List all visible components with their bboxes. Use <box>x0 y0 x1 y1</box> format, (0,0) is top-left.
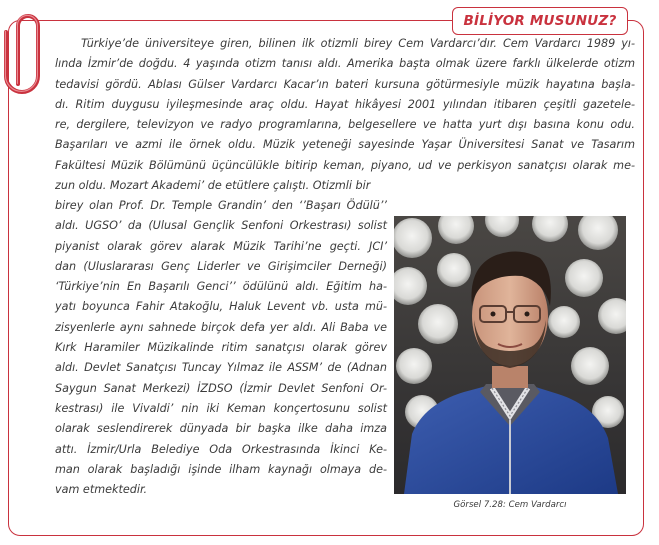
text-line: piyanist olarak görev alarak Müzik Tarihi’ne geçti. JCI’ <box>55 239 387 253</box>
text-line: re, dergilere, televizyon ve radyo programlarına, belgesellere ve hatta yurt dışı basına konu odu. <box>55 118 635 132</box>
text-line: zisyenlerle aynı sahnede birçok defa yer aldı. Ali Baba ve <box>55 320 387 334</box>
text-line: dı. Ritim duygusu iyileşmesinde araç oldu. Hayat hikâyesi 2001 yılından itibaren çeşitli gazetele- <box>55 97 635 111</box>
text-line: dan (Uluslararası Genç Liderler ve Girişimciler Derneği) <box>55 259 387 273</box>
text-line: zun oldu. Mozart Akademi’ de etütlere çalıştı. Otizmli bir <box>55 179 371 193</box>
text-line: ‘Türkiye’nin En Başarılı Genci’’ ödülünü aldı. Eğitim ha- <box>55 280 387 294</box>
text-line: man olarak başladığı işinde ilham kaynağı olmaya de- <box>55 462 387 476</box>
text-line: yatı boyunca Fahir Atakoğlu, Haluk Levent vb. usta mü- <box>55 300 387 314</box>
text-line: tedavisi gördü. Ablası Gülser Vardarcı Kacar’ın bateri kursuna götürmesiyle müzik hayatına başla- <box>55 77 635 91</box>
body-text-full-width <box>55 34 635 196</box>
text-line: Türkiye’de üniversiteye giren, bilinen ilk otizmli birey Cem Vardarcı’dır. Cem Vardarcı 1989 yı- <box>81 37 635 50</box>
text-line: aldı. UGSO’ da (Ulusal Gençlik Senfoni Orkestrası) solist <box>55 219 387 233</box>
info-box-title: BİLİYOR MUSUNUZ? <box>463 13 617 29</box>
text-line: kestrası) ile Vivaldi’ nin iki Keman konçertosunu solist <box>55 401 387 415</box>
photo-caption: Görsel 7.28: Cem Vardarcı <box>453 500 567 510</box>
text-line: Başarıları ve azmi ile örnek oldu. Müzik yeteneği sayesinde Yaşar Üniversitesi Sanat ve Tasarım <box>55 138 635 152</box>
text-line: aldı. Devlet Sanatçısı Tuncay Yılmaz ile ASSM’ de (Adnan <box>55 361 387 375</box>
text-line: Saygun Sanat Merkezi) İZDSO (İzmir Devlet Senfoni Or- <box>55 381 387 395</box>
portrait-illustration <box>394 216 626 494</box>
body-text-narrow-column <box>55 196 387 500</box>
text-line: lında İzmir’de doğdu. 4 yaşında otizm tanısı aldı. Amerika başta olmak üzere farklı ülkelerde otizm <box>55 57 635 71</box>
text-line: attı. İzmir/Urla Belediye Oda Orkestrasında İkinci Ke- <box>55 442 387 456</box>
text-line: Kırk Haramiler Müzikalinde ritim sanatçısı olarak görev <box>55 341 387 355</box>
text-line: olarak seslendirerek dünyada bir başka ilke daha imza <box>55 422 387 436</box>
paperclip-icon <box>4 6 46 98</box>
text-line: vam etmektedir. <box>55 483 148 497</box>
info-box-title-badge <box>452 7 628 35</box>
text-line: birey olan Prof. Dr. Temple Grandin’ den ‘’Başarı Ödülü’’ <box>55 199 387 212</box>
portrait-photo <box>394 216 626 494</box>
text-line: Fakültesi Müzik Bölümünü üçüncülükle bitirip keman, piyano, ud ve perkisyon sanatçısı olarak me- <box>55 158 635 172</box>
